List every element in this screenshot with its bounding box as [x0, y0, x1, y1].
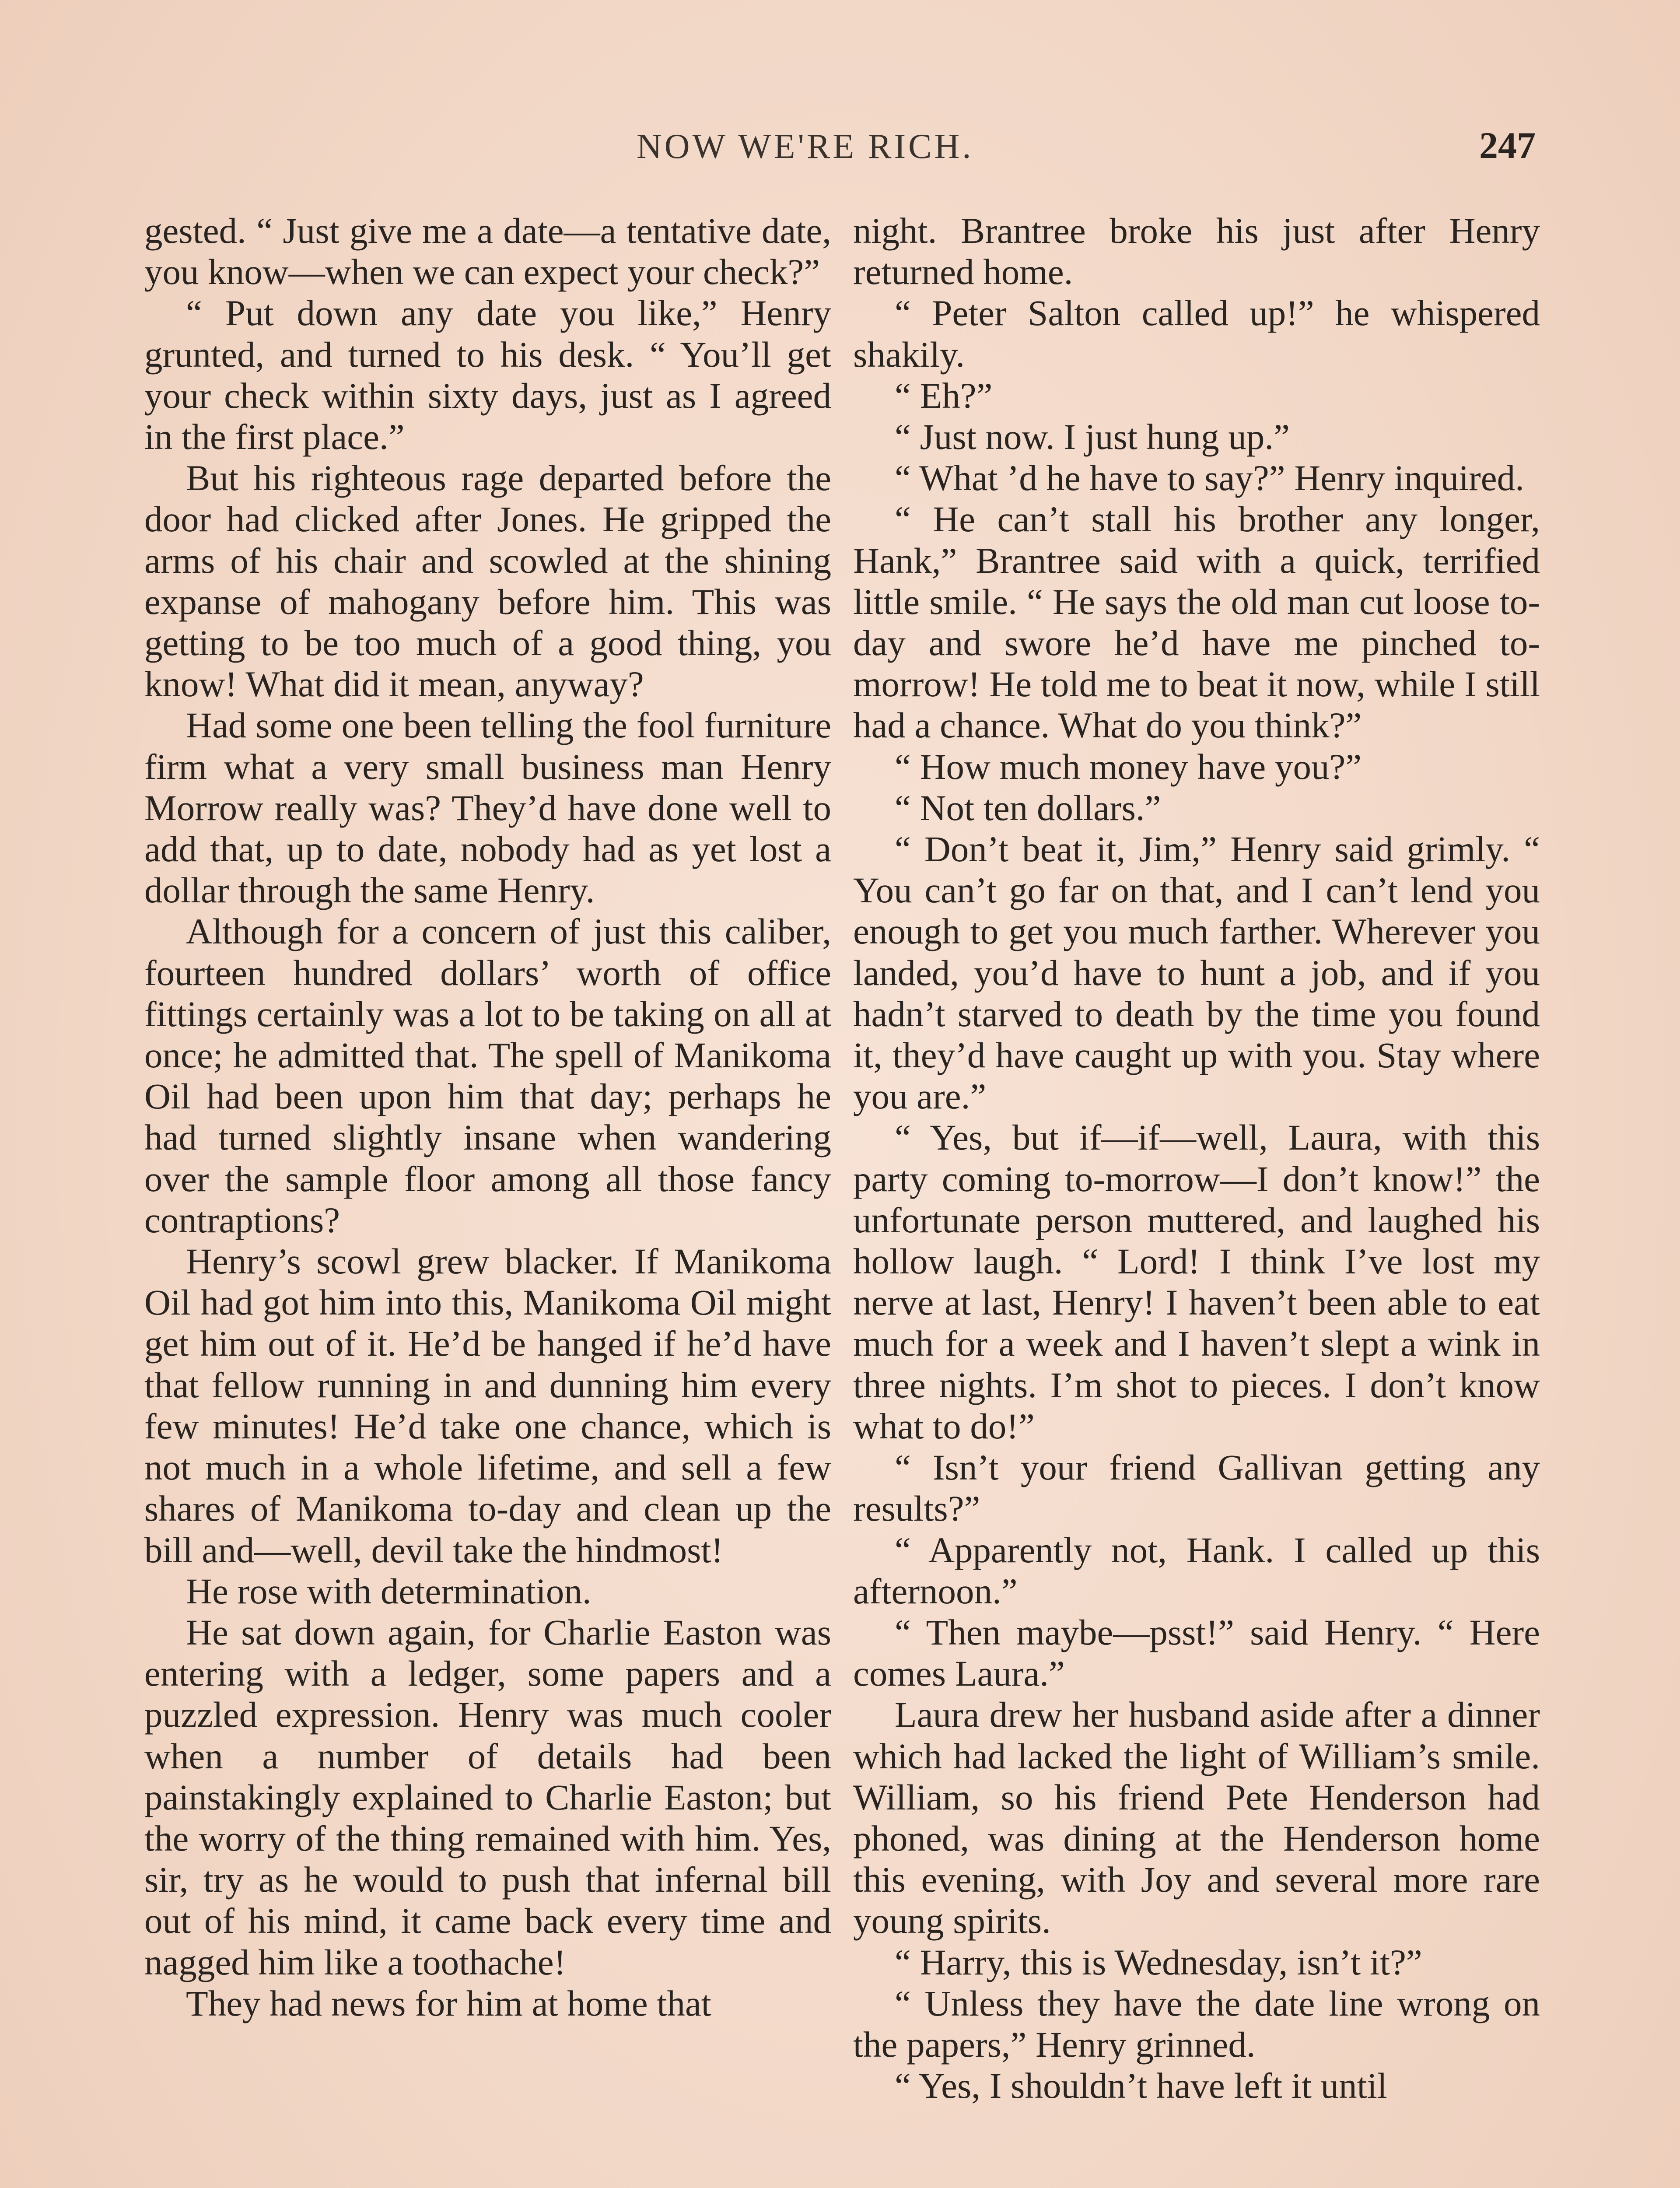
paragraph: “ Yes, I shouldn’t have left it until — [895, 2065, 1387, 2106]
paragraph: But his righteous rage departed before the door had clicked after Jones. He gripped the arms of his chair and scowled at the shining expanse of mahogany before him. This was getting to be too much of a good thing, you know! What did it mean, anyway? — [144, 458, 831, 705]
paragraph: “ What ’d he have to say?” Henry inquired. — [895, 458, 1524, 498]
paragraph: “ Peter Salton called up!” he whispered shakily. — [853, 293, 1540, 375]
paragraph: Had some one been telling the fool furniture firm what a very small business man Henry Morrow really was? They’d have done well to add that, up to date, nobody had as yet lost a dollar through the same Henry. — [144, 705, 831, 911]
paragraph: They had news for him at home that — [186, 1983, 711, 2023]
paragraph: “ Yes, but if—if—well, Laura, with this party coming to-morrow—I don’t know!” the unfortunate person muttered, and laughed his hollow laugh. “ Lord! I think I’ve lost my nerve at last, Henry! I haven’t been able to eat much for a week and I haven’t slept a wink in three nights. I’m shot to pieces. I don’t know what to do!” — [853, 1117, 1540, 1446]
left-column — [144, 210, 831, 2024]
paragraph: “ Just now. I just hung up.” — [895, 417, 1290, 457]
paragraph: “ Put down any date you like,” Henry grunted, and turned to his desk. “ You’ll get your check within sixty days, just as I agreed in the first place.” — [144, 293, 831, 457]
paragraph: He rose with determination. — [186, 1571, 592, 1611]
paragraph: “ Isn’t your friend Gallivan getting any results?” — [853, 1447, 1540, 1529]
paragraph: “ How much money have you?” — [895, 746, 1362, 787]
right-column — [853, 210, 1540, 2106]
page-number: 247 — [1479, 124, 1536, 166]
paragraph: “ Unless they have the date line wrong on the papers,” Henry grinned. — [853, 1983, 1540, 2065]
paragraph: Although for a concern of just this caliber, fourteen hundred dollars’ worth of office fittings certainly was a lot to be taking on all at once; he admitted that. The spell of Manikoma Oil had been upon him that day; perhaps he had turned slightly insane when wandering over the sample floor among all those fancy contraptions? — [144, 911, 831, 1240]
paragraph: “ Don’t beat it, Jim,” Henry said grimly. “ You can’t go far on that, and I can’t lend you enough to get you much farther. Wherever you landed, you’d have to hunt a job, and if you hadn’t starved to death by the time you found it, they’d have caught up with you. Stay where you are.” — [853, 829, 1540, 1117]
paragraph: night. Brantree broke his just after Henry returned home. — [853, 210, 1540, 292]
page-header — [0, 124, 1680, 179]
paragraph: Henry’s scowl grew blacker. If Manikoma Oil had got him into this, Manikoma Oil might get him out of it. He’d be hanged if he’d have that fellow running in and dunning him every few minutes! He’d take one chance, which is not much in a whole lifetime, and sell a few shares of Manikoma to-day and clean up the bill and—well, devil take the hindmost! — [144, 1241, 831, 1570]
paragraph: “ Harry, this is Wednesday, isn’t it?” — [895, 1942, 1422, 1982]
paragraph: “ He can’t stall his brother any longer, Hank,” Brantree said with a quick, terrified little smile. “ He says the old man cut loose to-day and swore he’d have me pinched to-morrow! He told me to beat it now, while I still had a chance. What do you think?” — [853, 499, 1540, 746]
paragraph: He sat down again, for Charlie Easton was entering with a ledger, some papers and a puzzled expression. Henry was much cooler when a number of details had been painstakingly explained to Charlie Easton; but the worry of the thing remained with him. Yes, sir, try as he would to push that infernal bill out of his mind, it came back every time and nagged him like a toothache! — [144, 1612, 831, 1982]
paragraph: “ Not ten dollars.” — [895, 787, 1161, 828]
paragraph: “ Apparently not, Hank. I called up this afternoon.” — [853, 1529, 1540, 1611]
paragraph: Laura drew her husband aside after a dinner which had lacked the light of William’s smile. William, so his friend Pete Henderson had phoned, was dining at the Henderson home this evening, with Joy and several more rare young spirits. — [853, 1694, 1540, 1941]
paragraph: “ Then maybe—psst!” said Henry. “ Here comes Laura.” — [853, 1612, 1540, 1694]
paragraph: “ Eh?” — [895, 375, 993, 416]
paragraph: gested. “ Just give me a date—a tentative date, you know—when we can expect your check?” — [144, 210, 831, 292]
running-title: NOW WE'RE RICH. — [637, 127, 974, 166]
